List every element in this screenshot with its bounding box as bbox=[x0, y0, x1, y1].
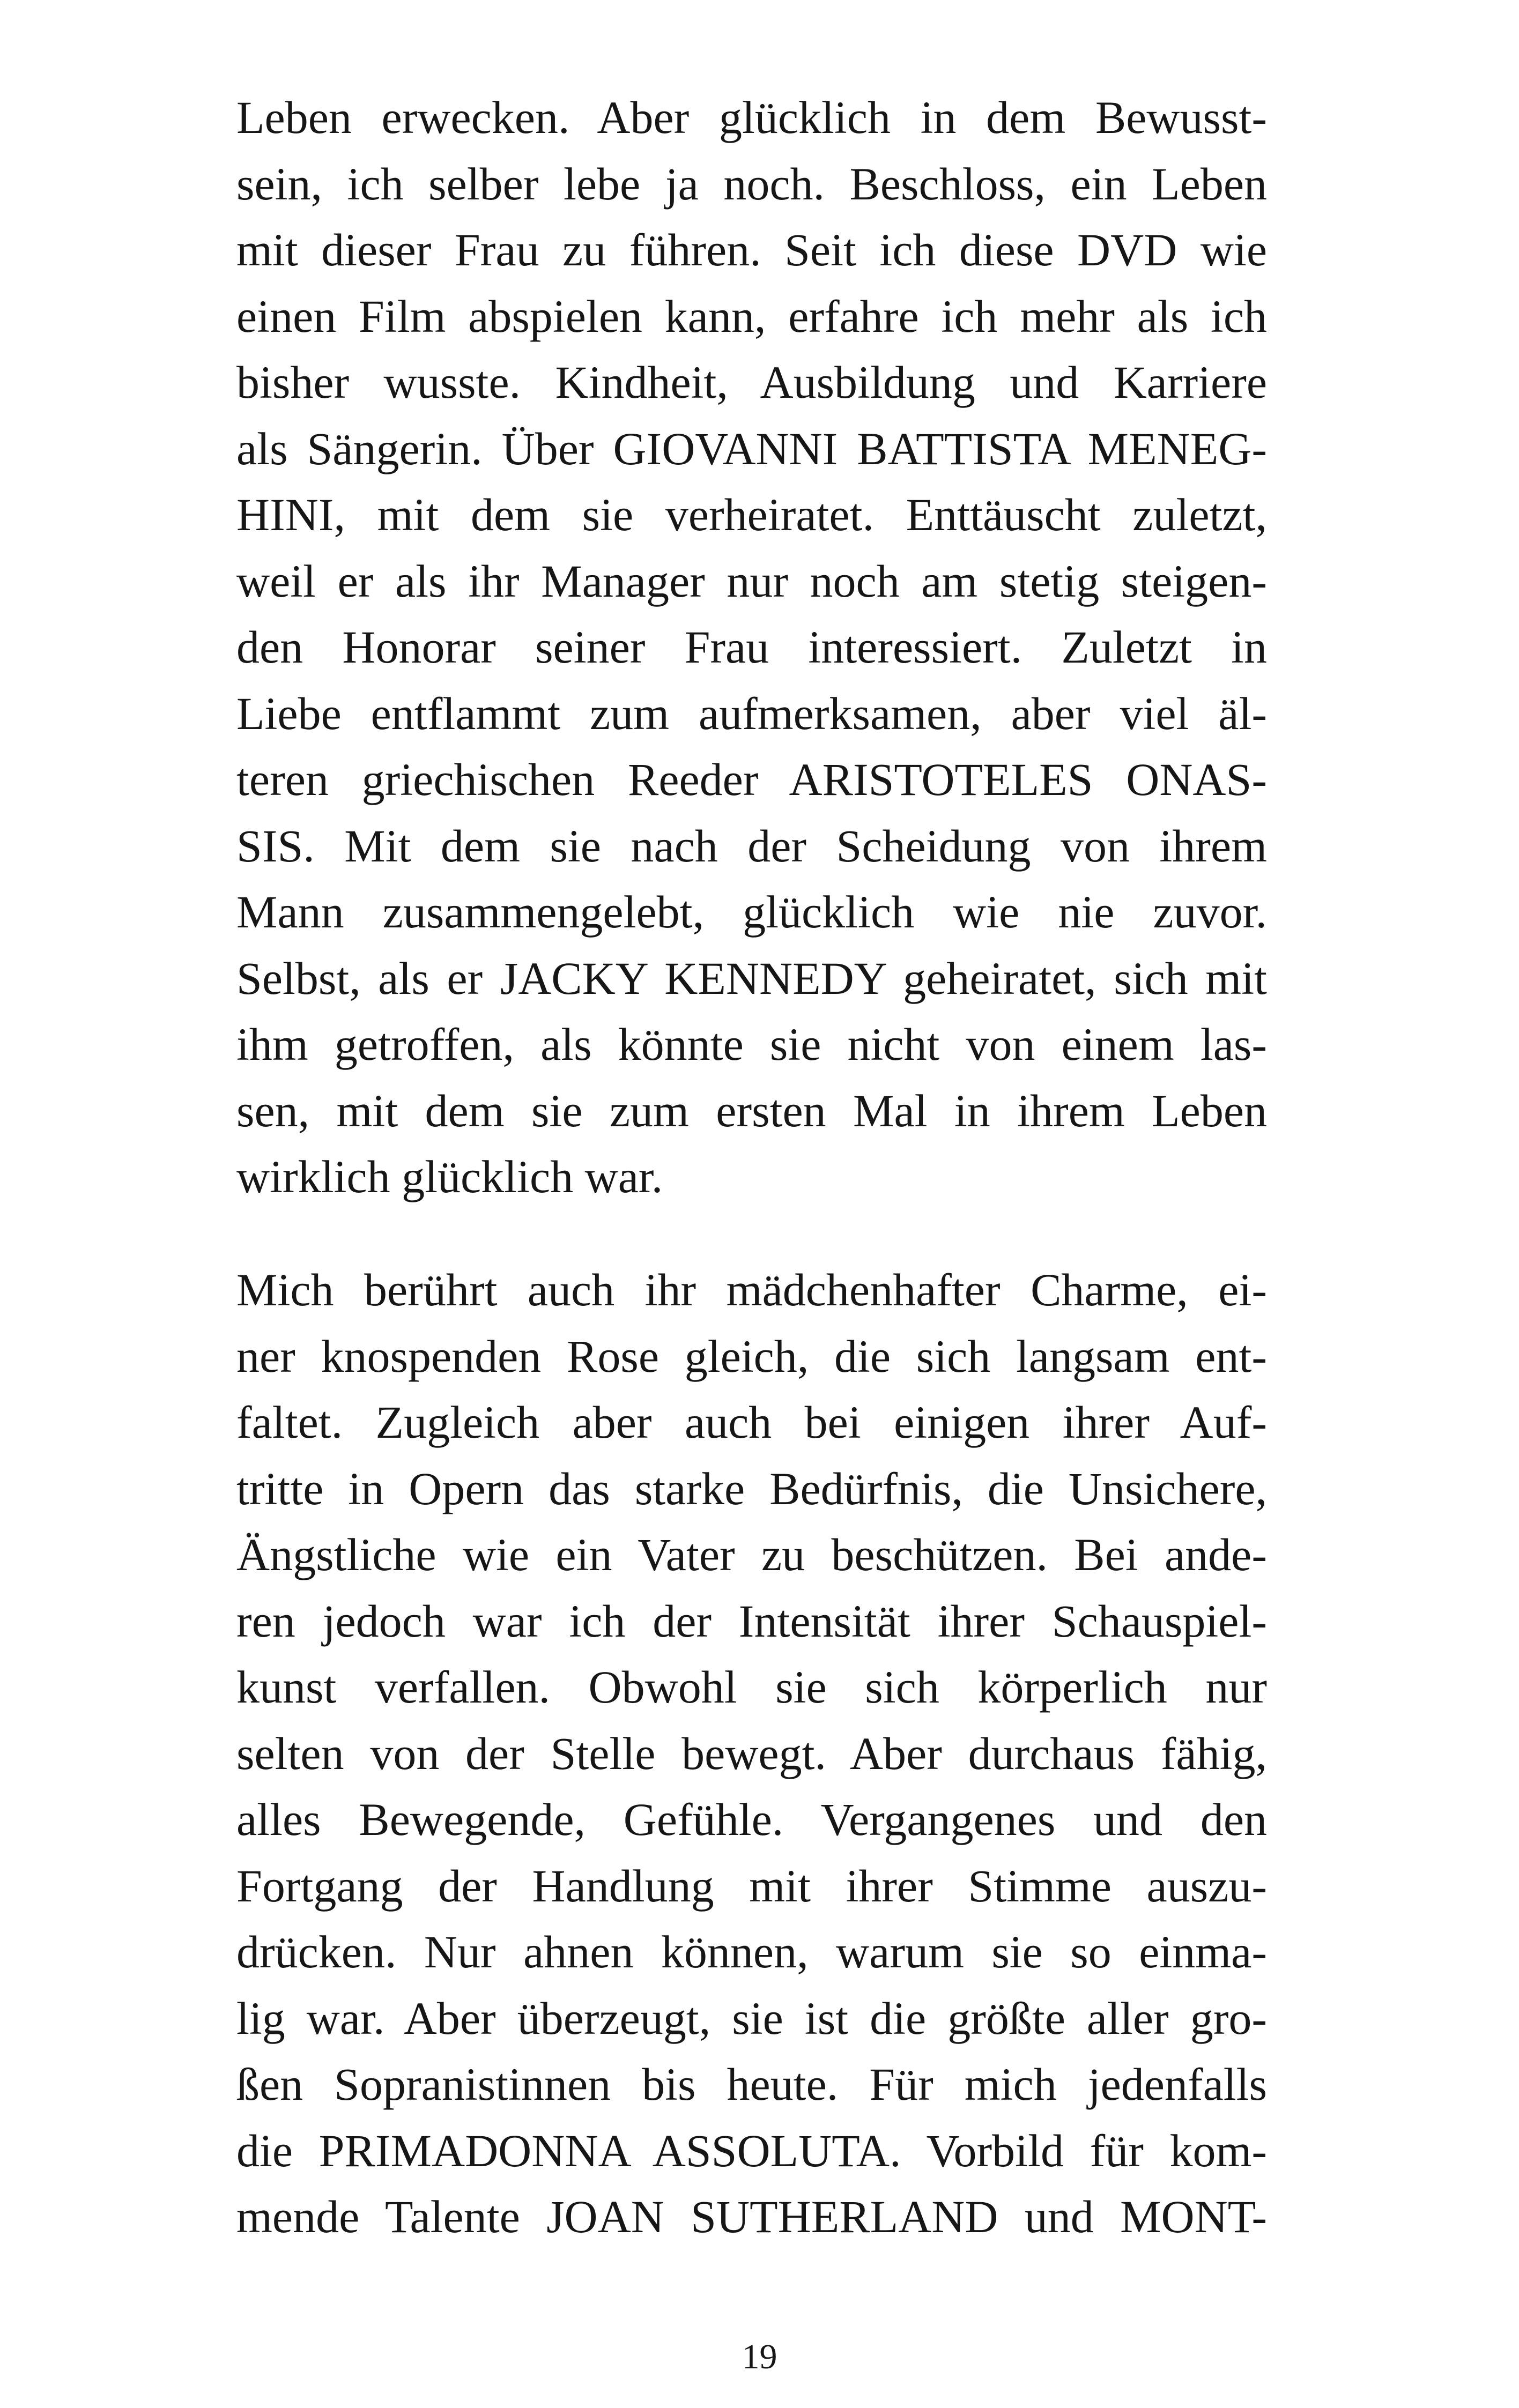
text-line: Mich berührt auch ihr mädchenhafter Charme, ei- bbox=[236, 1264, 1267, 1316]
text-line: lig war. Aber überzeugt, sie ist die größte aller gro- bbox=[236, 1992, 1267, 2044]
text-line: Liebe entflammt zum aufmerksamen, aber viel äl- bbox=[236, 687, 1267, 739]
text-line: ihm getroffen, als könnte sie nicht von einem las- bbox=[236, 1019, 1267, 1070]
text-line: drücken. Nur ahnen können, warum sie so einma- bbox=[236, 1926, 1267, 1978]
text-line: mende Talente JOAN SUTHERLAND und MONT- bbox=[236, 2191, 1267, 2242]
text-line: Leben erwecken. Aber glücklich in dem Bewusst- bbox=[236, 92, 1267, 143]
text-line: alles Bewegende, Gefühle. Vergangenes und den bbox=[236, 1794, 1267, 1845]
text-line: Fortgang der Handlung mit ihrer Stimme auszu- bbox=[236, 1860, 1267, 1912]
text-line: den Honorar seiner Frau interessiert. Zuletzt in bbox=[236, 621, 1267, 673]
text-line: selten von der Stelle bewegt. Aber durchaus fähig, bbox=[236, 1727, 1267, 1779]
text-line: als Sängerin. Über GIOVANNI BATTISTA MENEG- bbox=[236, 422, 1267, 474]
paragraph-2 bbox=[236, 1257, 1267, 2250]
page-number: 19 bbox=[742, 2337, 777, 2376]
text-line: sen, mit dem sie zum ersten Mal in ihrem Leben bbox=[236, 1084, 1267, 1136]
text-line: ner knospenden Rose gleich, die sich langsam ent- bbox=[236, 1330, 1267, 1382]
text-line: Ängstliche wie ein Vater zu beschützen. Bei ande- bbox=[236, 1529, 1267, 1580]
text-line: wirklich glücklich war. bbox=[236, 1151, 663, 1202]
paragraph-1 bbox=[236, 85, 1267, 1210]
text-line: kunst verfallen. Obwohl sie sich körperlich nur bbox=[236, 1661, 1267, 1713]
text-line: sein, ich selber lebe ja noch. Beschloss, ein Leben bbox=[236, 158, 1267, 210]
text-line: tritte in Opern das starke Bedürfnis, die Unsichere, bbox=[236, 1462, 1267, 1514]
text-line: HINI, mit dem sie verheiratet. Enttäuscht zuletzt, bbox=[236, 489, 1267, 540]
text-line: faltet. Zugleich aber auch bei einigen ihrer Auf- bbox=[236, 1396, 1267, 1448]
text-line: ren jedoch war ich der Intensität ihrer Schauspiel- bbox=[236, 1595, 1267, 1647]
text-line: weil er als ihr Manager nur noch am stetig steigen- bbox=[236, 555, 1267, 607]
text-line: Selbst, als er JACKY KENNEDY geheiratet, sich mit bbox=[236, 952, 1267, 1004]
text-line: Mann zusammengelebt, glücklich wie nie zuvor. bbox=[236, 886, 1267, 938]
text-line: bisher wusste. Kindheit, Ausbildung und Karriere bbox=[236, 356, 1267, 408]
text-line: die PRIMADONNA ASSOLUTA. Vorbild für kom- bbox=[236, 2124, 1267, 2176]
text-line: SIS. Mit dem sie nach der Scheidung von ihrem bbox=[236, 820, 1267, 872]
text-line: einen Film abspielen kann, erfahre ich mehr als ich bbox=[236, 290, 1267, 342]
text-line: teren griechischen Reeder ARISTOTELES ONAS- bbox=[236, 754, 1267, 805]
text-line: ßen Sopranistinnen bis heute. Für mich jedenfalls bbox=[236, 2058, 1267, 2110]
text-line: mit dieser Frau zu führen. Seit ich diese DVD wie bbox=[236, 224, 1267, 276]
